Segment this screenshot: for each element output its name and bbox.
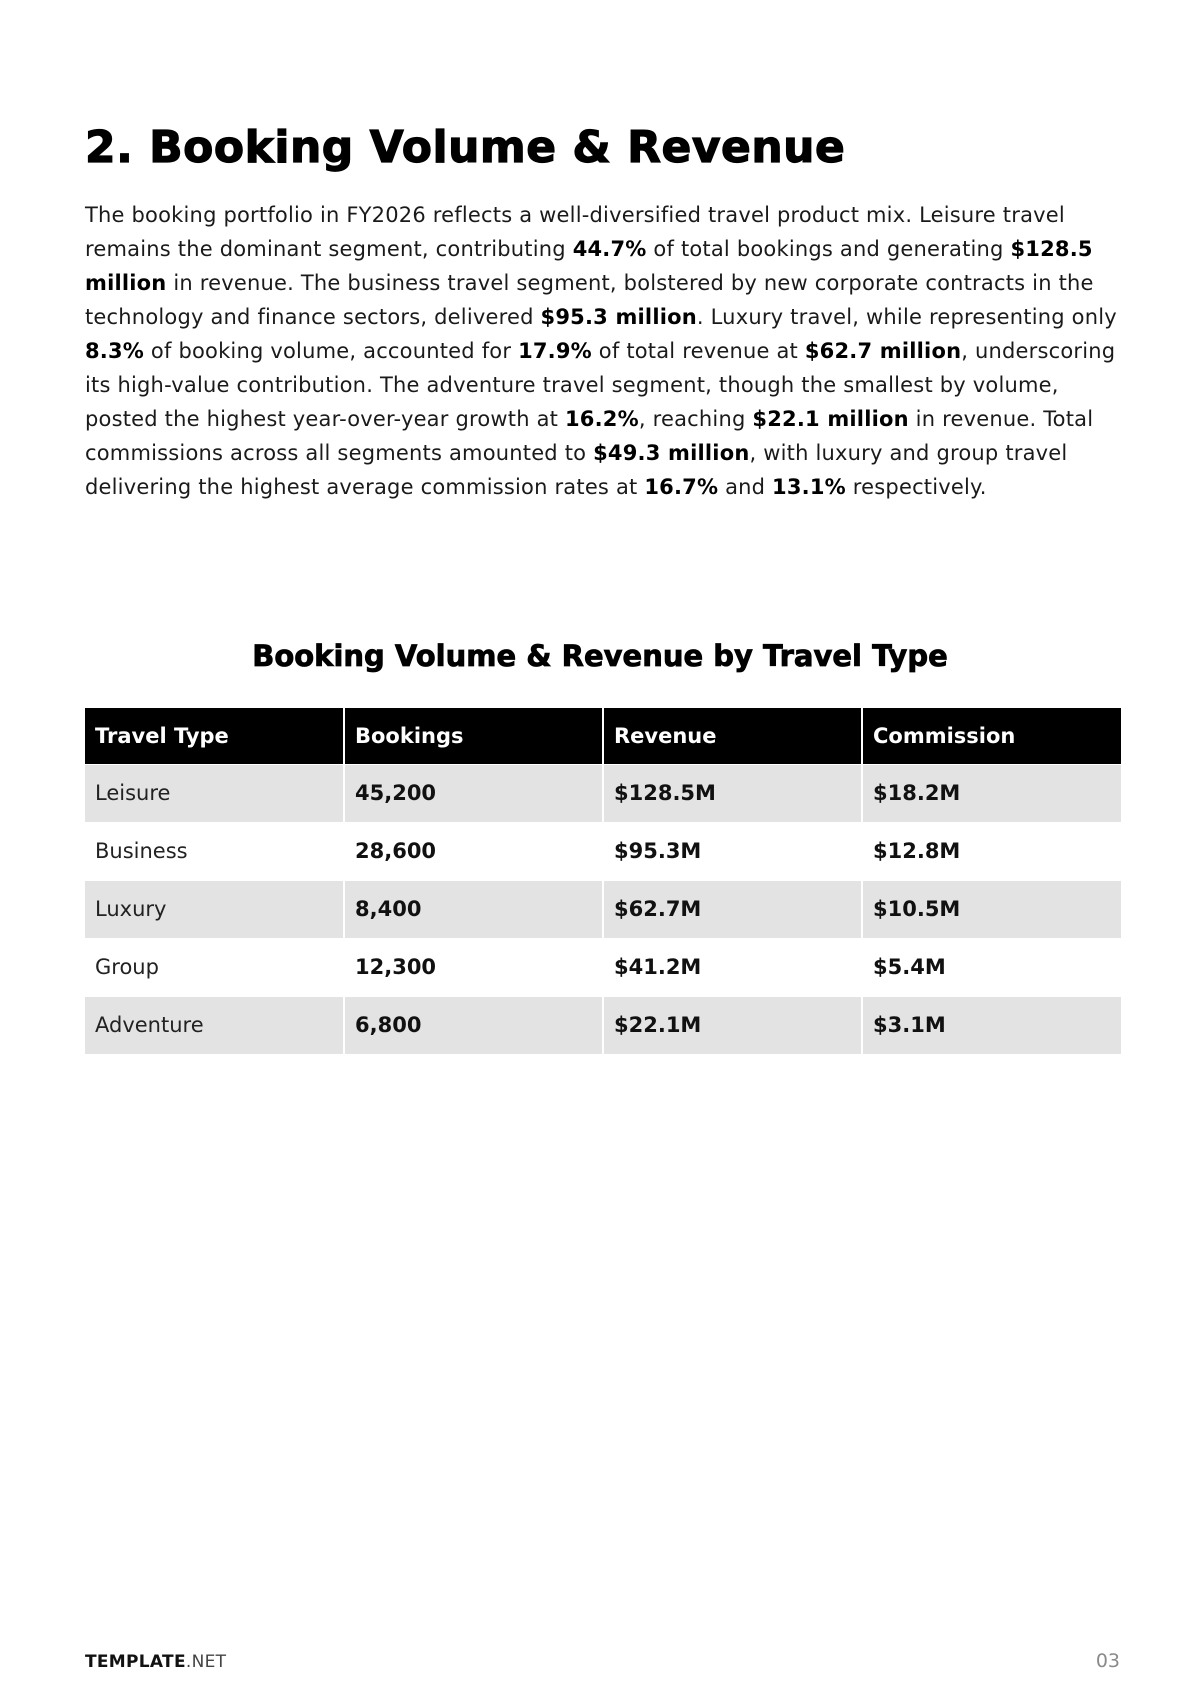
page-number: 03 (1095, 1650, 1120, 1672)
table-title: Booking Volume & Revenue by Travel Type (252, 639, 948, 673)
travel-type-table (85, 708, 1121, 1055)
cell-bookings: 45,200 (344, 764, 603, 822)
intro-paragraph: The booking portfolio in FY2026 reflects a well-diversified travel product mix. Leisure travel remains the dominant segment, contributing 44.7% of total bookings and generating $128.5 million in revenue. The business travel segment, bolstered by new corporate contracts in the technology and finance sectors, delivered $95.3 million. Luxury travel, while representing only 8.3% of booking volume, accounted for 17.9% of total revenue at $62.7 million, underscoring its high-value contribution. The adventure travel segment, though the smallest by volume, posted the highest year-over-year growth at 16.2%, reaching $22.1 million in revenue. Total commissions across all segments amounted to $49.3 million, with luxury and group travel delivering the highest average commission rates at 16.7% and 13.1% respectively. (85, 203, 1117, 499)
cell-travel-type: Adventure (85, 996, 344, 1054)
table-row (85, 880, 1121, 938)
cell-bookings: 8,400 (344, 880, 603, 938)
table-row (85, 938, 1121, 996)
cell-revenue: $22.1M (603, 996, 862, 1054)
header-revenue: Revenue (603, 708, 862, 764)
cell-revenue: $41.2M (603, 938, 862, 996)
cell-commission: $3.1M (862, 996, 1121, 1054)
section-title: 2. Booking Volume & Revenue (85, 122, 846, 173)
brand-name: TEMPLATE (85, 1652, 186, 1672)
cell-travel-type: Luxury (85, 880, 344, 938)
cell-commission: $5.4M (862, 938, 1121, 996)
cell-bookings: 12,300 (344, 938, 603, 996)
cell-bookings: 6,800 (344, 996, 603, 1054)
header-travel-type: Travel Type (85, 708, 344, 764)
brand-suffix: .NET (185, 1652, 227, 1672)
footer-brand-logo (85, 1652, 226, 1672)
cell-revenue: $95.3M (603, 822, 862, 880)
table-row (85, 764, 1121, 822)
cell-commission: $12.8M (862, 822, 1121, 880)
cell-revenue: $128.5M (603, 764, 862, 822)
cell-commission: $10.5M (862, 880, 1121, 938)
cell-travel-type: Leisure (85, 764, 344, 822)
table-header-row (85, 708, 1121, 764)
cell-bookings: 28,600 (344, 822, 603, 880)
table-row (85, 996, 1121, 1054)
cell-revenue: $62.7M (603, 880, 862, 938)
table-row (85, 822, 1121, 880)
cell-commission: $18.2M (862, 764, 1121, 822)
header-commission: Commission (862, 708, 1121, 764)
cell-travel-type: Group (85, 938, 344, 996)
cell-travel-type: Business (85, 822, 344, 880)
header-bookings: Bookings (344, 708, 603, 764)
